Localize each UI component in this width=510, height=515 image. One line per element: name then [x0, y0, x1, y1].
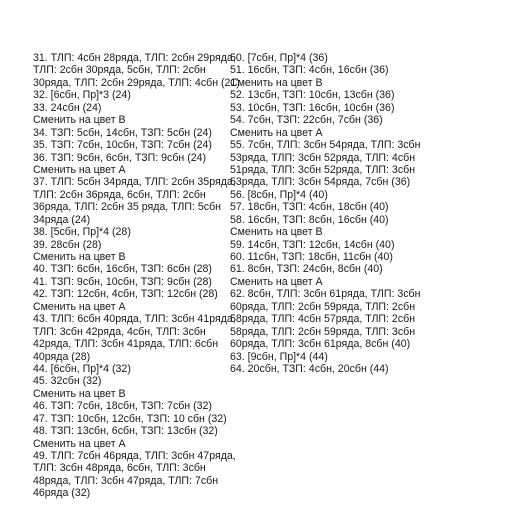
text-line: 44. [6сбн, Пр]*4 (32): [33, 362, 131, 375]
text-line: 46ряда (32): [33, 487, 91, 500]
text-line: 41. ТЗП: 9сбн, 10сбн, ТЗП: 9сбн (28): [33, 275, 212, 288]
right-text-column: [230, 52, 420, 375]
text-line: 47. ТЗП: 10сбн, 12сбн, ТЗП: 10 сбн (32): [33, 412, 227, 425]
text-line: 50. [7сбн, Пр]*4 (36): [230, 52, 328, 64]
text-line: 53ряда, ТЛП: 3сбн 54ряда, 7сбн (36): [230, 176, 411, 189]
text-line: Сменить на цвет В: [33, 114, 126, 127]
text-line: 63. [9сбн, Пр]*4 (44): [230, 350, 328, 363]
text-line: Сменить на цвет В: [230, 226, 323, 239]
text-line: 30ряда, ТЛП: 2сбн 29ряда, ТЛП: 4сбн (21): [33, 76, 240, 89]
text-line: 49. ТЛП: 7сбн 46ряда, ТЛП: 3сбн 47ряда,: [33, 450, 236, 462]
text-line: Сменить на цвет А: [33, 300, 126, 313]
text-line: 42ряда, ТЛП: 3сбн 41ряда, ТЛП: 6сбн: [33, 338, 219, 351]
text-line: Сменить на цвет В: [33, 251, 126, 263]
text-line: 35. ТЗП: 7сбн, 10сбн, ТЗП: 7сбн (24): [33, 139, 212, 152]
text-line: ТЛП: 2сбн 30ряда, 5сбн, ТЛП: 2сбн: [33, 64, 206, 77]
text-line: 53. 10сбн, ТЗП: 16сбн, 10сбн (36): [230, 101, 395, 114]
text-line: 55. 7сбн, ТЛП: 3сбн 54ряда, ТЛП: 3сбн: [230, 139, 421, 152]
text-line: 42. ТЗП: 12сбн, 4сбн, ТЗП: 12сбн (28): [33, 288, 218, 301]
text-line: 58ряда, ТЛП: 2сбн 59ряда, ТЛП: 3сбн: [230, 325, 416, 338]
text-line: 62. 8сбн, ТЛП: 3сбн 61ряда, ТЛП: 3сбн: [230, 288, 421, 301]
text-line: 39. 28сбн (28): [33, 238, 102, 251]
text-line: 36. ТЗП: 9сбн, 6сбн, ТЗП: 9сбн (24): [33, 151, 207, 164]
text-line: Сменить на цвет В: [230, 76, 323, 89]
text-line: 56. [8сбн, Пр]*4 (40): [230, 188, 328, 201]
text-line: 51ряда, ТЛП: 3сбн 52ряда, ТЛП: 3сбн: [230, 163, 416, 176]
text-line: 58. 16сбн, ТЗП: 8сбн, 16сбн (40): [230, 213, 389, 226]
text-line: 60. 11сбн, ТЗП: 18сбн, 11сбн (40): [230, 251, 393, 263]
text-line: 40ряда (28): [33, 350, 91, 363]
text-line: 34. ТЗП: 5сбн, 14сбн, ТЗП: 5сбн (24): [33, 126, 212, 139]
text-line: 31. ТЛП: 4сбн 28ряда, ТЛП: 2сбн 29ряда,: [33, 52, 236, 64]
text-line: 33. 24сбн (24): [33, 101, 102, 114]
text-line: 40. ТЗП: 6сбн, 16сбн, ТЗП: 6сбн (28): [33, 263, 212, 276]
text-line: 59. 14сбн, ТЗП: 12сбн, 14сбн (40): [230, 238, 395, 251]
text-line: 46. ТЗП: 7сбн, 18сбн, ТЗП: 7сбн (32): [33, 400, 212, 413]
text-line: 45. 32сбн (32): [33, 375, 102, 388]
text-line: Сменить на цвет В: [33, 387, 126, 400]
text-line: 32. [6сбн, Пр]*3 (24): [33, 89, 131, 102]
text-line: ТЛП: 3сбн 48ряда, 6сбн, ТЛП: 3сбн: [33, 462, 206, 475]
text-line: 58ряда, ТЛП: 4сбн 57ряда, ТЛП: 2сбн: [230, 313, 416, 326]
text-line: 37. ТЛП: 5сбн 34ряда, ТЛП: 2сбн 35ряда,: [33, 176, 236, 189]
text-line: 51. 16сбн, ТЗП: 4сбн, 16сбн (36): [230, 64, 389, 77]
text-line: 53ряда, ТЛП: 3сбн 52ряда, ТЛП: 4сбн: [230, 151, 416, 164]
text-line: 57. 18сбн, ТЗП: 4сбн, 18сбн (40): [230, 201, 389, 214]
text-line: Сменить на цвет А: [230, 126, 323, 139]
text-line: 48ряда, ТЛП: 3сбн 47ряда, ТЛП: 7сбн: [33, 474, 219, 487]
text-line: Сменить на цвет А: [33, 163, 126, 176]
text-line: Сменить на цвет А: [230, 275, 323, 288]
text-line: 61. 8сбн, ТЗП: 24сбн, 8сбн (40): [230, 263, 383, 276]
text-line: 52. 13сбн, ТЗП: 10сбн, 13сбн (36): [230, 89, 395, 102]
text-line: 60ряда, ТЛП: 3сбн 61ряда, 8сбн (40): [230, 338, 411, 351]
text-line: 38. [5сбн, Пр]*4 (28): [33, 226, 131, 239]
text-line: 60ряда, ТЛП: 2сбн 59ряда, ТЛП: 2сбн: [230, 300, 416, 313]
text-line: 34ряда (24): [33, 213, 91, 226]
left-text-column: [33, 52, 240, 500]
text-line: Сменить на цвет А: [33, 437, 126, 450]
text-line: ТЛП: 3сбн 42ряда, 4сбн, ТЛП: 3сбн: [33, 325, 206, 338]
text-line: 36ряда, ТЛП: 2сбн 35 ряда, ТЛП: 5сбн: [33, 201, 221, 214]
text-line: 48. ТЗП: 13сбн, 6сбн, ТЗП: 13сбн (32): [33, 425, 218, 438]
text-line: ТЛП: 2сбн 36ряда, 6сбн, ТЛП: 2сбн: [33, 188, 206, 201]
text-line: 43. ТЛП: 6сбн 40ряда, ТЛП: 3сбн 41ряда,: [33, 313, 236, 326]
text-line: 64. 20сбн, ТЗП: 4сбн, 20сбн (44): [230, 362, 389, 375]
text-line: 54. 7сбн, ТЗП: 22сбн, 7сбн (36): [230, 114, 383, 127]
